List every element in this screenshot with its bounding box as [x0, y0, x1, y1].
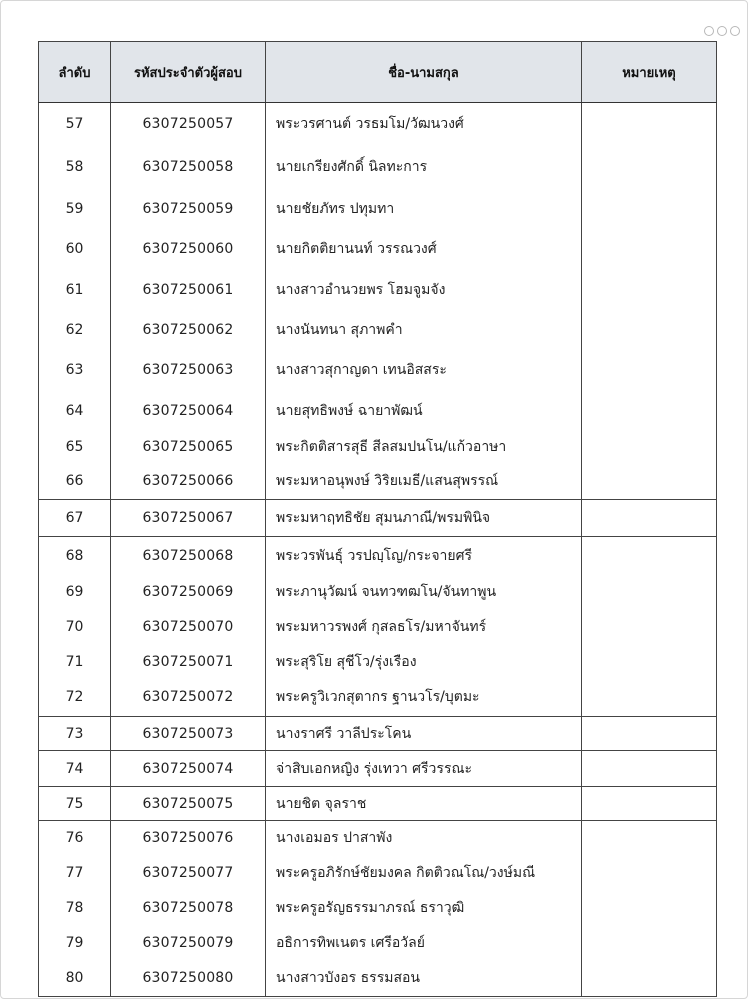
full-name: พระครูวิเวกสุตากร ฐานวโร/บุตมะ	[266, 679, 582, 717]
row-number: 66	[39, 464, 111, 500]
row-number: 73	[39, 717, 111, 751]
exam-id: 6307250076	[111, 821, 266, 855]
table-row	[39, 645, 717, 679]
full-name: พระมหาอนุพงษ์ วิริยเมธี/แสนสุพรรณ์	[266, 464, 582, 500]
table-header-row	[39, 42, 717, 103]
remark	[582, 103, 717, 145]
remark	[582, 575, 717, 610]
remark	[582, 891, 717, 925]
full-name: นางนันทนา สุภาพคำ	[266, 311, 582, 349]
dot-icon	[730, 26, 740, 36]
table-row	[39, 391, 717, 431]
full-name: นางสาวอำนวยพร โฮมจูมจัง	[266, 269, 582, 311]
table-row	[39, 500, 717, 537]
full-name: จ่าสิบเอกหญิง รุ่งเทวา ศรีวรรณะ	[266, 751, 582, 787]
remark	[582, 500, 717, 537]
remark	[582, 645, 717, 679]
full-name: พระครูอรัญธรรมาภรณ์ ธราวุฒิ	[266, 891, 582, 925]
remark	[582, 537, 717, 575]
exam-id: 6307250065	[111, 431, 266, 464]
remark	[582, 787, 717, 821]
row-number: 69	[39, 575, 111, 610]
full-name: นางสาวสุกาญดา เทนอิสสระ	[266, 349, 582, 391]
table-row	[39, 891, 717, 925]
exam-id: 6307250061	[111, 269, 266, 311]
row-number: 64	[39, 391, 111, 431]
table-row	[39, 855, 717, 891]
full-name: พระภานุวัฒน์ จนทวฑฒโน/จันทาพูน	[266, 575, 582, 610]
candidate-table	[38, 41, 717, 997]
row-number: 68	[39, 537, 111, 575]
exam-id: 6307250060	[111, 229, 266, 269]
table-row	[39, 961, 717, 997]
dot-icon	[717, 26, 727, 36]
remark	[582, 751, 717, 787]
table-row	[39, 349, 717, 391]
header-order: ลำดับ	[39, 42, 111, 103]
full-name: นางสาวบังอร ธรรมสอน	[266, 961, 582, 997]
full-name: พระสุริโย สุชีโว/รุ่งเรือง	[266, 645, 582, 679]
dot-icon	[704, 26, 714, 36]
table-row	[39, 229, 717, 269]
row-number: 63	[39, 349, 111, 391]
exam-id: 6307250079	[111, 925, 266, 961]
table-row	[39, 311, 717, 349]
remark	[582, 464, 717, 500]
table-row	[39, 431, 717, 464]
full-name: นายชัยภัทร ปทุมทา	[266, 189, 582, 229]
row-number: 71	[39, 645, 111, 679]
exam-id: 6307250059	[111, 189, 266, 229]
row-number: 61	[39, 269, 111, 311]
table-row	[39, 925, 717, 961]
table-row	[39, 537, 717, 575]
table-row	[39, 787, 717, 821]
full-name: พระมหาวรพงศ์ กุสลธโร/มหาจันทร์	[266, 610, 582, 645]
more-options-icon[interactable]	[704, 26, 740, 36]
remark	[582, 391, 717, 431]
exam-id: 6307250078	[111, 891, 266, 925]
remark	[582, 311, 717, 349]
exam-id: 6307250070	[111, 610, 266, 645]
table-row	[39, 103, 717, 145]
table-row	[39, 575, 717, 610]
table-row	[39, 751, 717, 787]
exam-id: 6307250075	[111, 787, 266, 821]
full-name: นายชิต จุลราช	[266, 787, 582, 821]
remark	[582, 679, 717, 717]
exam-id: 6307250073	[111, 717, 266, 751]
table-row	[39, 610, 717, 645]
row-number: 75	[39, 787, 111, 821]
exam-id: 6307250062	[111, 311, 266, 349]
table-row	[39, 821, 717, 855]
row-number: 62	[39, 311, 111, 349]
remark	[582, 821, 717, 855]
row-number: 58	[39, 145, 111, 189]
remark	[582, 961, 717, 997]
exam-id: 6307250068	[111, 537, 266, 575]
full-name: นายกิตติยานนท์ วรรณวงศ์	[266, 229, 582, 269]
remark	[582, 431, 717, 464]
row-number: 79	[39, 925, 111, 961]
row-number: 76	[39, 821, 111, 855]
table-row	[39, 464, 717, 500]
remark	[582, 925, 717, 961]
remark	[582, 145, 717, 189]
header-exam-id: รหัสประจำตัวผู้สอบ	[111, 42, 266, 103]
row-number: 78	[39, 891, 111, 925]
exam-id: 6307250072	[111, 679, 266, 717]
full-name: นางราศรี วาลีประโคน	[266, 717, 582, 751]
row-number: 74	[39, 751, 111, 787]
exam-id: 6307250063	[111, 349, 266, 391]
row-number: 67	[39, 500, 111, 537]
row-number: 57	[39, 103, 111, 145]
table-row	[39, 145, 717, 189]
header-remark: หมายเหตุ	[582, 42, 717, 103]
exam-id: 6307250069	[111, 575, 266, 610]
table-row	[39, 189, 717, 229]
remark	[582, 855, 717, 891]
header-full-name: ชื่อ-นามสกุล	[266, 42, 582, 103]
exam-id: 6307250074	[111, 751, 266, 787]
exam-id: 6307250077	[111, 855, 266, 891]
row-number: 77	[39, 855, 111, 891]
full-name: อธิการทิพเนตร เศรีอวัลย์	[266, 925, 582, 961]
exam-id: 6307250067	[111, 500, 266, 537]
row-number: 80	[39, 961, 111, 997]
exam-id: 6307250064	[111, 391, 266, 431]
exam-id: 6307250080	[111, 961, 266, 997]
table-body	[39, 103, 717, 997]
exam-id: 6307250058	[111, 145, 266, 189]
full-name: นายสุทธิพงษ์ ฉายาพัฒน์	[266, 391, 582, 431]
full-name: นางเอมอร ปาสาพัง	[266, 821, 582, 855]
row-number: 60	[39, 229, 111, 269]
full-name: พระมหาฤทธิชัย สุมนภาณี/พรมพินิจ	[266, 500, 582, 537]
full-name: นายเกรียงศักดิ์ นิลทะการ	[266, 145, 582, 189]
table-row	[39, 269, 717, 311]
table-row	[39, 717, 717, 751]
full-name: พระครูอภิรักษ์ชัยมงคล กิตติวณโณ/วงษ์มณี	[266, 855, 582, 891]
remark	[582, 717, 717, 751]
full-name: พระกิตติสารสุธี สีลสมปนโน/แก้วอาษา	[266, 431, 582, 464]
remark	[582, 269, 717, 311]
exam-id: 6307250066	[111, 464, 266, 500]
row-number: 59	[39, 189, 111, 229]
remark	[582, 189, 717, 229]
exam-id: 6307250057	[111, 103, 266, 145]
full-name: พระวรพันธุ์ วรปญฺโญ/กระจายศรี	[266, 537, 582, 575]
remark	[582, 349, 717, 391]
row-number: 70	[39, 610, 111, 645]
exam-id: 6307250071	[111, 645, 266, 679]
row-number: 65	[39, 431, 111, 464]
remark	[582, 610, 717, 645]
table-row	[39, 679, 717, 717]
remark	[582, 229, 717, 269]
full-name: พระวรศานต์ วรธมโม/วัฒนวงศ์	[266, 103, 582, 145]
row-number: 72	[39, 679, 111, 717]
